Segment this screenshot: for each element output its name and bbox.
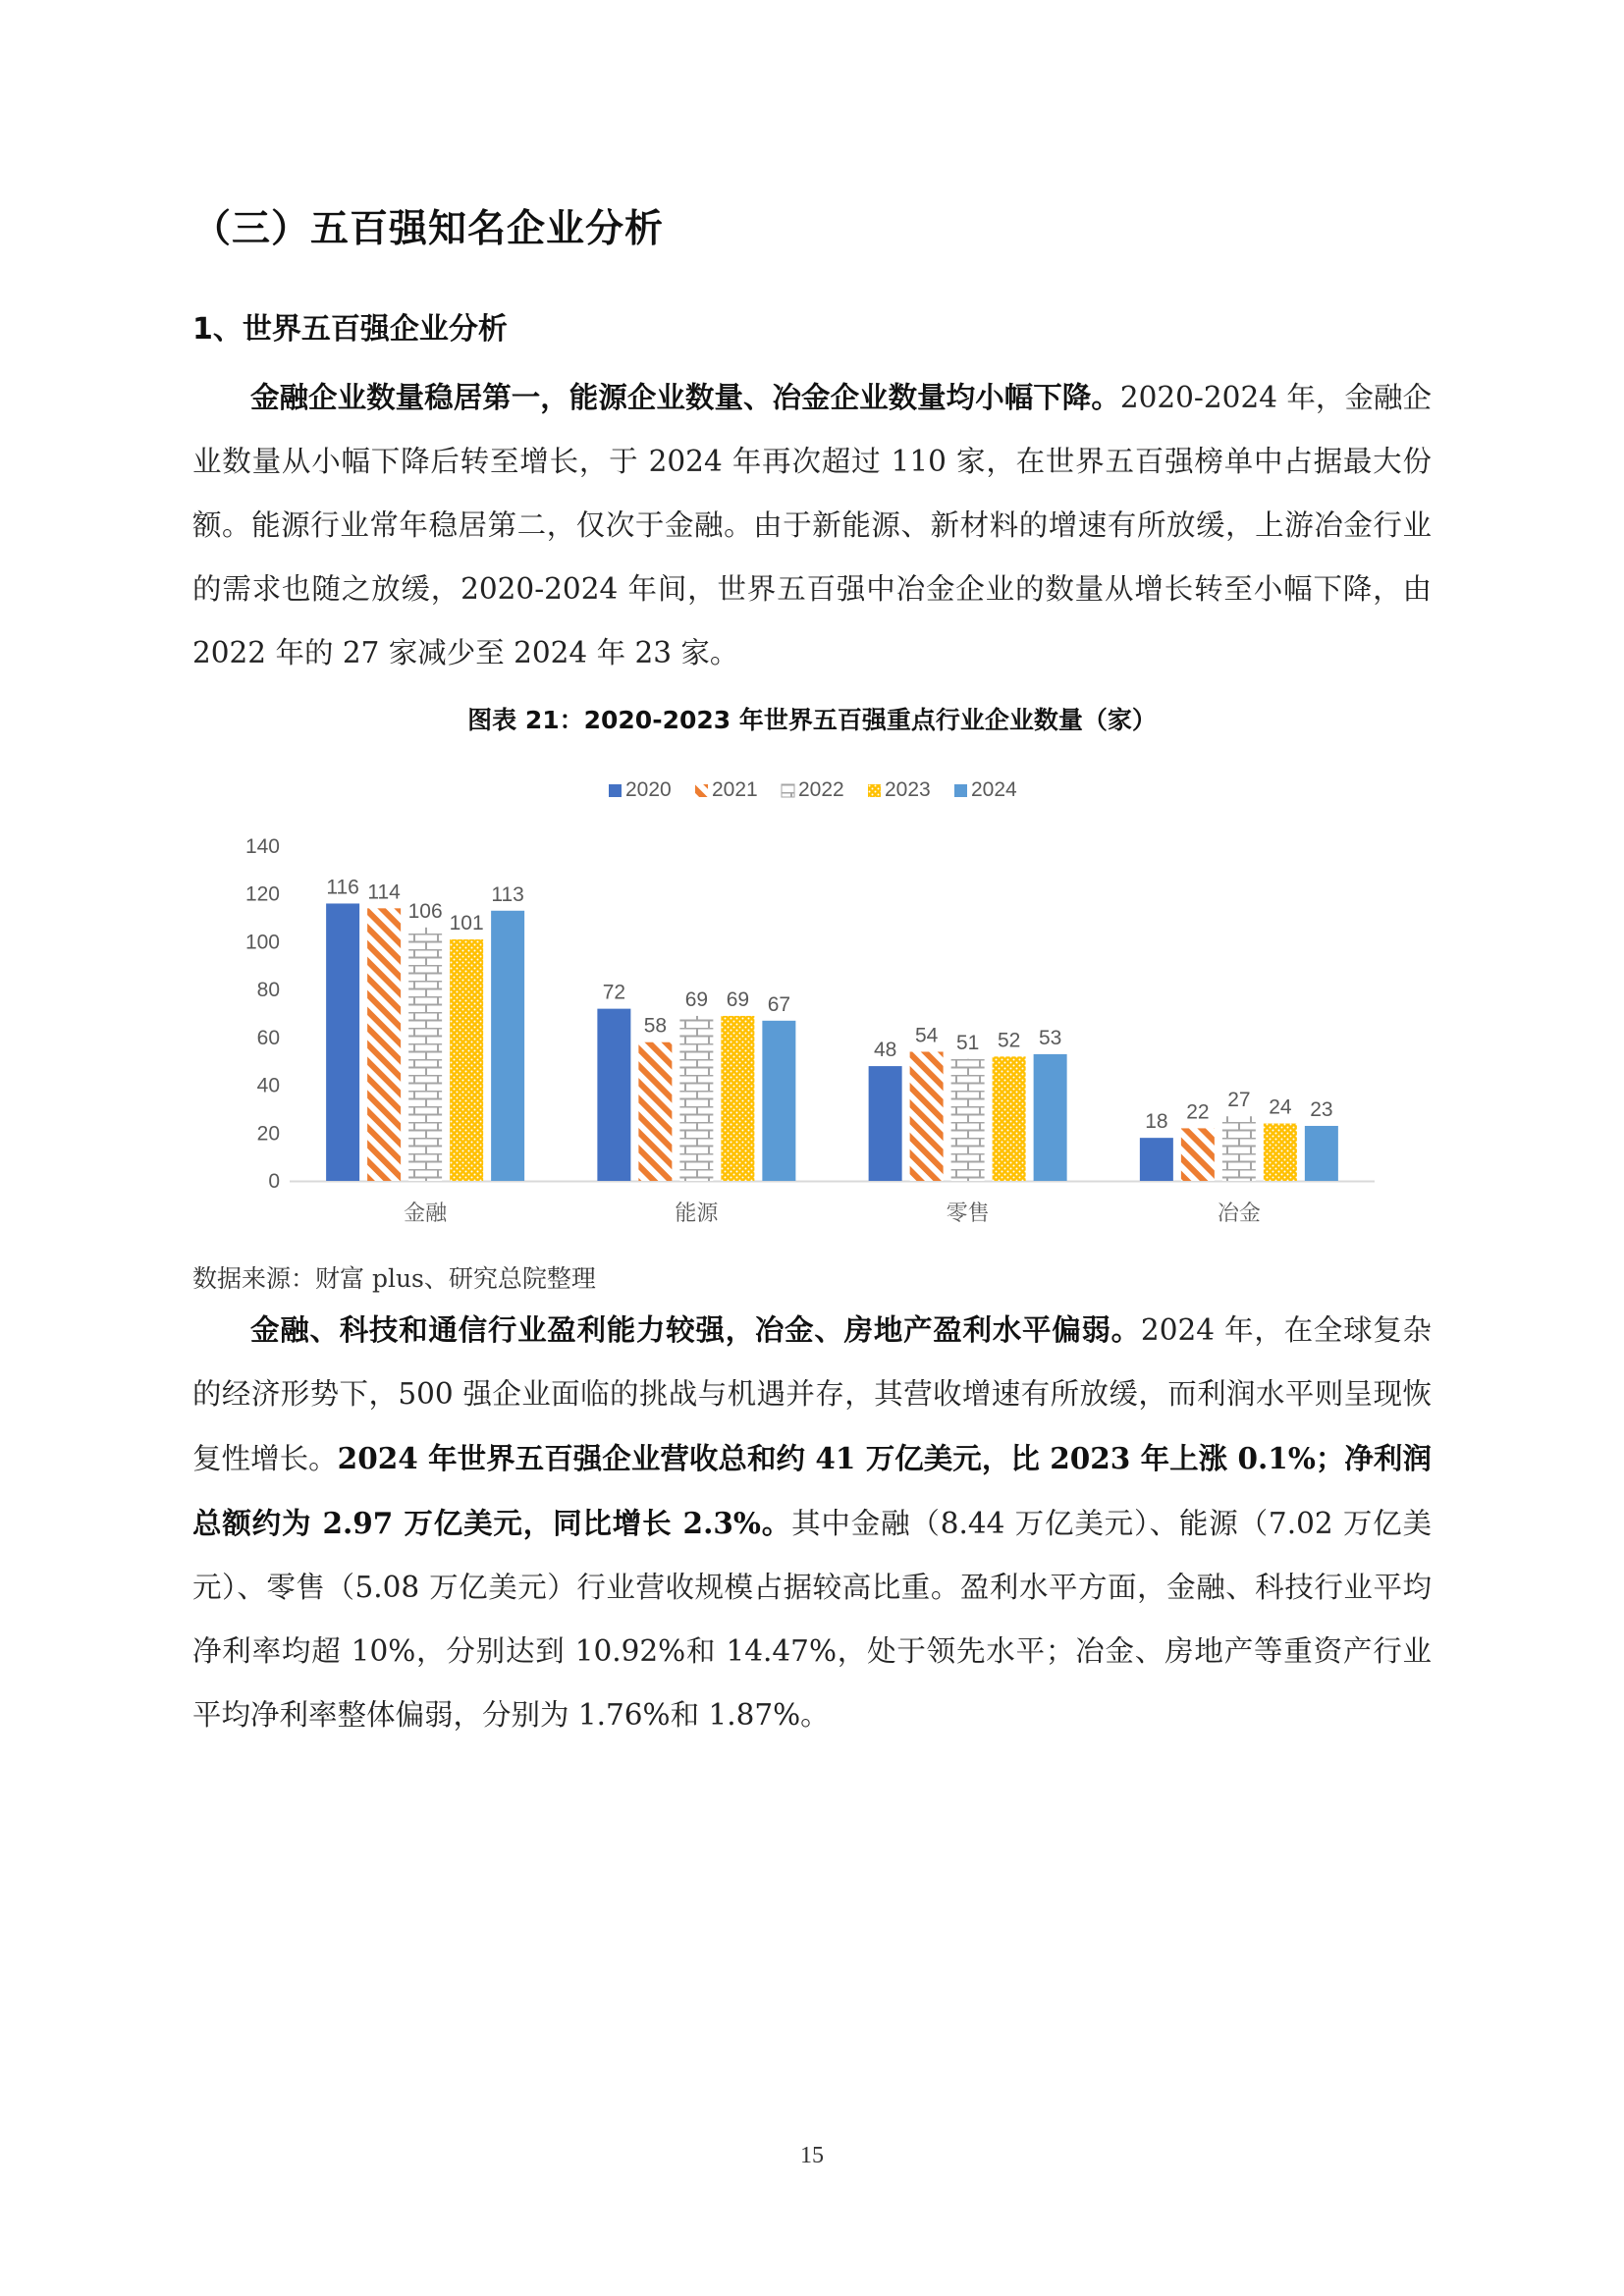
bar-2021-冶金 [1181, 1128, 1215, 1181]
legend-label-2024: 2024 [971, 778, 1017, 801]
section-title: （三）五百强知名企业分析 [192, 207, 665, 251]
legend-swatch-2023 [868, 784, 881, 797]
paragraph-2-highlight: 2024 年世界五百强企业营收总和约 41 万亿美元，比 2023 年上涨 0.1%；净利润总额约为 2.97 万亿美元，同比增长 2.3%。 [192, 1441, 1432, 1540]
y-tick-label: 140 [244, 835, 280, 858]
bar-2022-零售 [951, 1059, 985, 1181]
paragraph-2-lead: 金融、科技和通信行业盈利能力较强，冶金、房地产盈利水平偏弱。 [250, 1312, 1141, 1347]
paragraph-2-body-1: 2024 年，在全球复杂的经济形势下，500 强企业面临的挑战与机遇并存，其营收增速有所放缓，而利润水平则呈现恢复性增长。 [192, 1313, 1432, 1475]
paragraph-2 [192, 1298, 1432, 1747]
bar-2024-能源 [762, 1021, 795, 1181]
data-label-2022-能源: 69 [684, 988, 709, 1011]
bar-2022-金融 [408, 928, 442, 1181]
source-note: 数据来源：财富 plus、研究总院整理 [192, 1264, 596, 1293]
data-label-2021-冶金: 22 [1186, 1100, 1210, 1124]
data-label-2024-零售: 53 [1038, 1026, 1062, 1049]
y-tick-label: 120 [244, 882, 280, 906]
data-label-2022-金融: 106 [407, 899, 443, 923]
bar-2020-金融 [326, 903, 359, 1181]
bar-2020-零售 [869, 1066, 902, 1181]
data-label-2020-冶金: 18 [1145, 1110, 1168, 1134]
y-tick-label: 20 [256, 1122, 280, 1146]
data-label-2021-零售: 54 [914, 1024, 939, 1047]
data-label-2023-金融: 101 [449, 911, 484, 934]
x-category-label: 冶金 [1217, 1201, 1261, 1226]
data-label-2020-能源: 72 [602, 981, 626, 1004]
data-label-2023-能源: 69 [726, 988, 750, 1011]
subsection-title: 1、世界五百强企业分析 [192, 312, 508, 347]
x-category-label: 零售 [946, 1201, 990, 1226]
legend-swatch-2022 [782, 784, 794, 797]
bar-2021-零售 [910, 1051, 944, 1181]
y-tick-label: 100 [244, 931, 280, 954]
figure-caption: 图表 21：2020-2023 年世界五百强重点行业企业数量（家） [467, 706, 1157, 734]
data-label-2024-能源: 67 [767, 992, 791, 1016]
bar-2022-冶金 [1222, 1116, 1256, 1181]
bar-2023-冶金 [1264, 1124, 1297, 1181]
bar-2024-零售 [1034, 1054, 1067, 1181]
legend-label-2022: 2022 [798, 778, 844, 801]
bar-2023-能源 [721, 1016, 754, 1181]
y-tick-label: 60 [256, 1026, 280, 1049]
data-label-2024-金融: 113 [491, 882, 524, 906]
x-category-label: 能源 [675, 1201, 719, 1226]
data-label-2020-零售: 48 [873, 1039, 897, 1062]
paragraph-2-body-2: 其中金融（8.44 万亿美元）、能源（7.02 万亿美元）、零售（5.08 万亿美元）行业营收规模占据较高比重。盈利水平方面，金融、科技行业平均净利率均超 10%，分别达到 10.92%和 14.47%，处于领先水平；冶金、房地产等重资产行业平均净利率整体偏弱，分别为 1.76%和 1.87%。 [192, 1507, 1433, 1732]
data-label-2024-冶金: 23 [1310, 1097, 1333, 1121]
data-label-2023-冶金: 24 [1269, 1095, 1292, 1119]
bar-2024-冶金 [1305, 1126, 1338, 1181]
chart-legend [609, 778, 1017, 801]
bar-2023-零售 [993, 1056, 1026, 1181]
paragraph-1-body: 2020-2024 年，金融企业数量从小幅下降后转至增长，于 2024 年再次超过 110 家，在世界五百强榜单中占据最大份额。能源行业常年稳居第二，仅次于金融。由于新能源、新材料的增速有所放缓，上游冶金行业的需求也随之放缓，2020-2024 年间，世界五百强中冶金企业的数量从增长转至小幅下降，由 2022 年的 27 家减少至 2024 年 23 家。 [192, 381, 1432, 669]
chart-bars [326, 903, 1338, 1181]
page-number: 15 [800, 2143, 824, 2168]
bar-2021-金融 [367, 908, 401, 1181]
legend-label-2021: 2021 [712, 778, 758, 801]
bar-2020-冶金 [1140, 1138, 1173, 1181]
bar-2023-金融 [450, 939, 483, 1181]
legend-swatch-2020 [609, 784, 622, 797]
data-label-2023-零售: 52 [997, 1029, 1021, 1052]
data-label-2021-金融: 114 [367, 881, 401, 904]
legend-label-2023: 2023 [885, 778, 931, 801]
bar-2020-能源 [597, 1009, 630, 1181]
data-label-2022-冶金: 27 [1227, 1089, 1251, 1112]
bar-2024-金融 [491, 911, 524, 1181]
legend-label-2020: 2020 [625, 778, 672, 801]
data-label-2022-零售: 51 [955, 1031, 980, 1054]
bar-chart-svg [196, 761, 1434, 1247]
paragraph-1 [192, 365, 1432, 685]
legend-swatch-2021 [695, 784, 708, 797]
y-tick-label: 80 [256, 979, 280, 1002]
x-category-label: 金融 [404, 1201, 448, 1226]
y-tick-label: 0 [268, 1170, 280, 1193]
data-label-2021-能源: 58 [643, 1014, 668, 1038]
paragraph-1-lead: 金融企业数量稳居第一，能源企业数量、冶金企业数量均小幅下降。 [250, 380, 1120, 414]
bar-2022-能源 [679, 1016, 713, 1181]
data-label-2020-金融: 116 [326, 876, 359, 899]
bar-2021-能源 [638, 1042, 672, 1181]
legend-swatch-2024 [954, 784, 967, 797]
bar-chart [196, 761, 1434, 1247]
y-tick-label: 40 [256, 1074, 280, 1097]
